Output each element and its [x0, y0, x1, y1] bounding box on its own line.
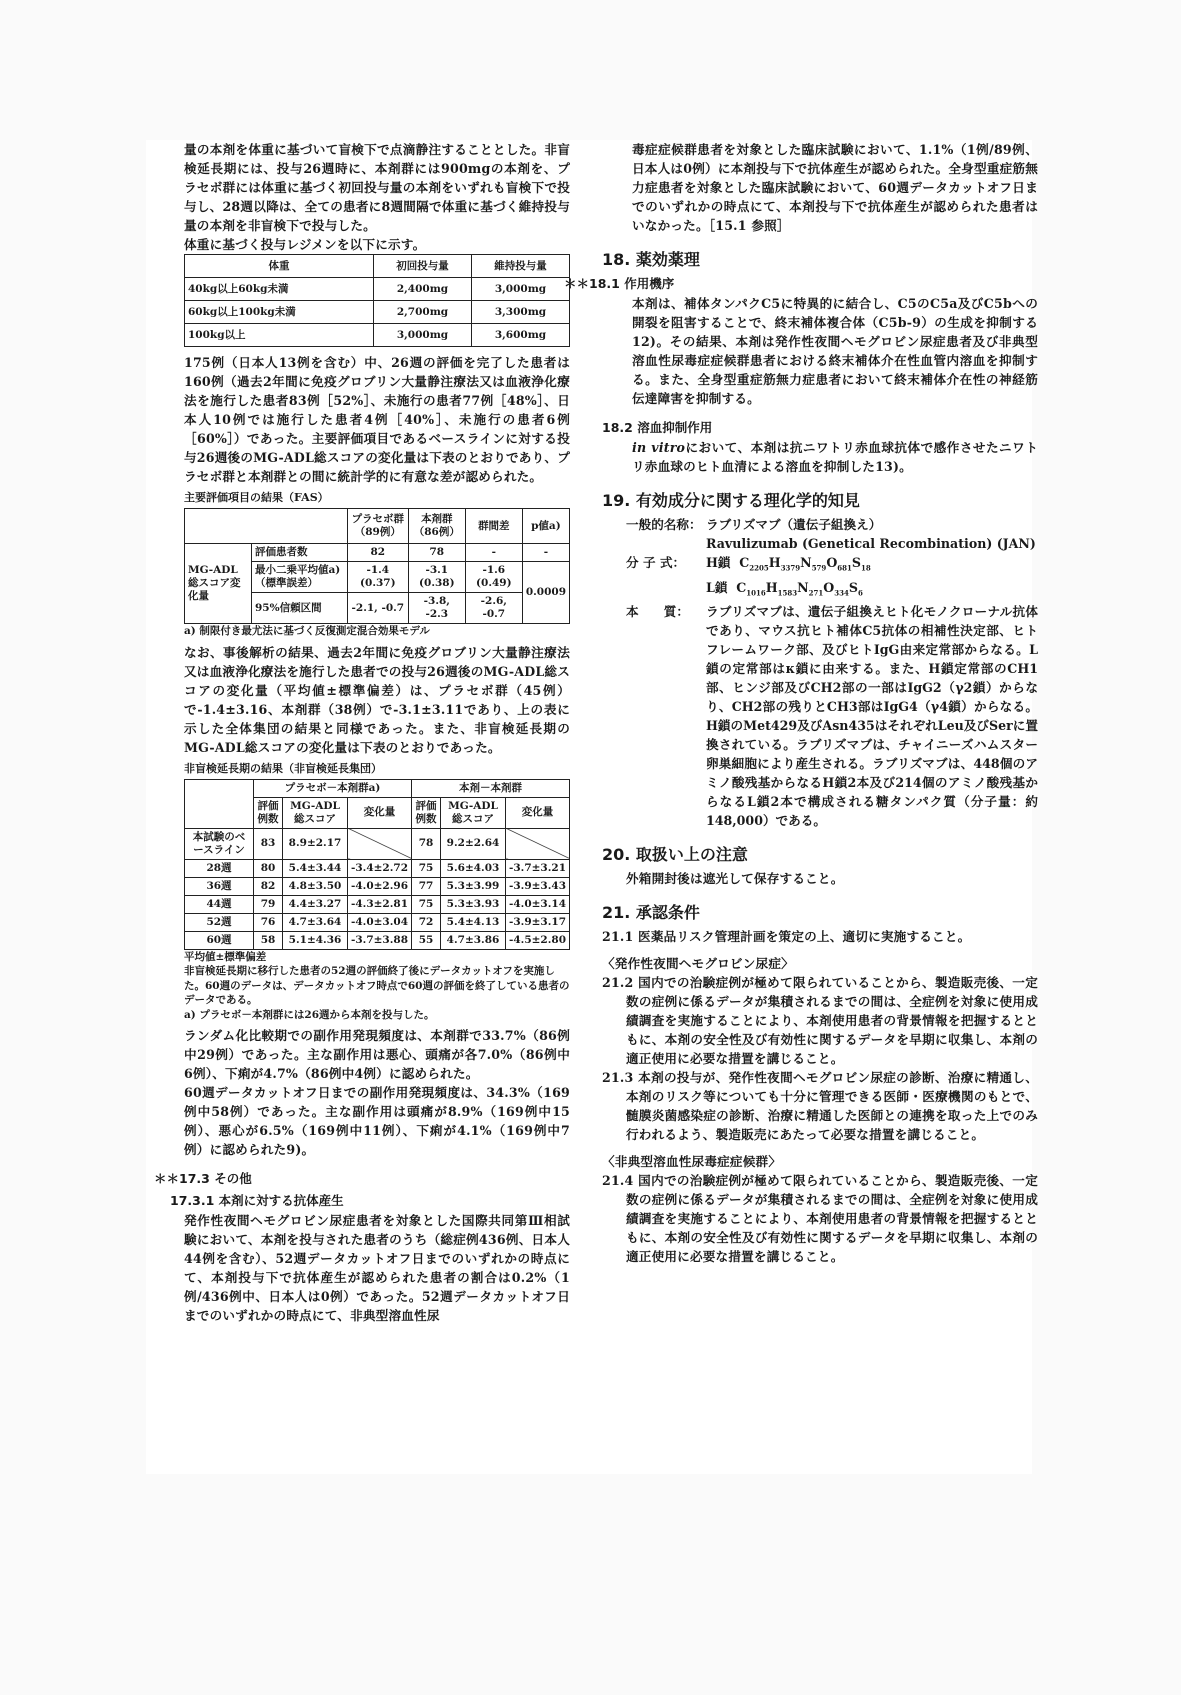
mechanism-paragraph: 本剤は、補体タンパクC5に特異的に結合し、C5のC5a及びC5bへの開裂を阻害することで、終末補体複合体（C5b-9）の生成を抑制する12)。その結果、本剤は発作性夜間ヘモグロビン尿症患者及び非典型溶血性尿毒症症候群患者における終末補体介在性血管内溶血を抑制する。また、全身型重症筋無力症患者において終末補体介在性の神経筋伝達障害を抑制する。: [632, 296, 1038, 406]
section-21-heading: 21. 承認条件: [602, 903, 700, 923]
table-row: 60kg以上100kg未満 2,700mg 3,300mg: [185, 301, 570, 324]
table-row: 本試験のベースライン 83 8.9±2.17 78 9.2±2.64: [185, 828, 570, 859]
regimen-intro: 体重に基づく投与レジメンを以下に示す。: [184, 237, 426, 252]
nature-row: 本 質： ラブリズマブは、遺伝子組換えヒト化モノクローナル抗体であり、マウス抗ヒト補体C5抗体の相補性決定部、ヒトフレームワーク部、及びヒトIgG由来定常部からなる。L鎖の定常部はκ鎖に由来する。また、H鎖定常部のCH1部、ヒンジ部及びCH2部の一部はIgG2（γ2鎖）からなり、CH2部の残りとCH3部はIgG4（γ4鎖）からなる。H鎖のMet429及びAsn435はそれぞれLeu及びSerに置換されている。ラブリズマブは、チャイニーズハムスター卵巣細胞により産生される。ラブリズマブは、448個のアミノ酸残基からなるH鎖2本及び214個のアミノ酸残基からなるL鎖2本で構成される糖タンパク質（分子量：約148,000）である。: [626, 604, 1038, 829]
table-row: MG-ADL総スコア変化量 評価患者数 82 78 - -: [185, 544, 570, 562]
dose-regimen-table: [184, 254, 570, 347]
dosing-paragraph: 量の本剤を体重に基づいて盲検下で点滴静注することとした。非盲検延長期には、投与26週時に、本剤群には900mgの本剤を、プラセボ群には体重に基づく初回投与量の本剤をいずれも盲検下で投与し、28週以降は、全ての患者に8週間隔で体重に基づく維持投与量の本剤を非盲検下で投与した。: [184, 142, 570, 233]
table-header: 体重: [185, 255, 374, 278]
h-chain-formula: H鎖 $C_{2205}H_{3379}N_{579}O_{681}S_{18}$: [706, 555, 871, 573]
section-18-1-heading: ＊＊18.1 作用機序: [564, 276, 675, 291]
section-19-heading: 19. 有効成分に関する理化学的知見: [602, 491, 860, 510]
table-row: 44週 79 4.4±3.27 -4.3±2.81 75 5.3±3.93 -4.0±3.14: [185, 895, 570, 913]
table-row: 最小二乗平均値a)（標準誤差） -1.4 (0.37) -3.1 (0.38) -1.6 (0.49) 0.0009: [185, 562, 570, 593]
section-20-heading: 20. 取扱い上の注意: [602, 845, 748, 865]
table-row: 60週 58 5.1±4.36 -3.7±3.88 55 4.7±3.86 -4.5±2.80: [185, 931, 570, 949]
table-header: 初回投与量: [374, 255, 472, 278]
section-18-2-heading: 18.2 溶血抑制作用: [602, 420, 713, 435]
item-21-2: 21.2 国内での治験症例が極めて限られていることから、製造販売後、一定数の症例に係るデータが集積されるまでの間は、全症例を対象に使用成績調査を実施することにより、本剤使用患者の背景情報を把握するとともに、本剤の安全性及び有効性に関するデータを早期に収集し、本剤の適正使用に必要な措置を講じること。: [602, 975, 1038, 1067]
table-row: 36週 82 4.8±3.50 -4.0±2.96 77 5.3±3.99 -3.9±3.43: [185, 877, 570, 895]
l-chain-formula: L鎖 $C_{1016}H_{1583}N_{271}O_{334}S_6$: [706, 579, 863, 598]
table-row: 95%信頼区間 -2.1, -0.7 -3.8, -2.3 -2.6, -0.7: [185, 593, 570, 624]
right-column: [564, 140, 1038, 1266]
hemolysis-paragraph: in vitroにおいて、本剤は抗ニワトリ赤血球抗体で感作させたニワトリ赤血球のヒト血清による溶血を抑制した13)。: [632, 440, 1038, 474]
item-21-3: 21.3 本剤の投与が、発作性夜間ヘモグロビン尿症の診断、治療に精通し、本剤のリスク等についても十分に管理できる医師・医療機関のもとで、髄膜炎菌感染症の診断、治療に精通した医師との連携を取った上でのみ行われるよう、製造販売にあたって必要な措置を講じること。: [602, 1070, 1038, 1143]
fas-footnote: a) 制限付き最尤法に基づく反復測定混合効果モデル: [184, 625, 430, 637]
ahus-subheading: 〈非典型溶血性尿毒症症候群〉: [602, 1154, 782, 1170]
fas-table-caption: 主要評価項目の結果（FAS）: [184, 491, 329, 504]
section-17-3-heading: ＊＊17.3 その他: [154, 1171, 252, 1186]
extension-results-table: プラセボ－本剤群a) 本剤－本剤群 評価例数 MG-ADL総スコア 変化量 評価例数 MG-ADL総スコア 変化量 本試験のベースライン 83 8.9±2.17 78 9.2±2.64 28週 80 5.4±3.44 -3.4±2.72 75 5.6±4.03 -3.7±3.21 36週 82 4.8±3.50 -4.0±2.96 77 5.3±3.99 -3.9±3.43 44週 79 4.4±3.27 -4.3±2.81 75 5.3±3.93 -4.0±3.14 52週 76 4.7±3.64 -4.0±3.04 72 5.4±4.13 -3.9±3.17 60週 58 5.1±4.36 -3.7±3.88 55 4.7±3.86 -4.5±2.80: [184, 779, 570, 950]
left-column: [154, 140, 570, 1325]
pnh-subheading: 〈発作性夜間ヘモグロビン尿症〉: [602, 956, 794, 972]
handling-paragraph: 外箱開封後は遮光して保存すること。: [626, 871, 844, 887]
adverse-reactions-paragraph: ランダム化比較期での副作用発現頻度は、本剤群で33.7%（86例中29例）であった。主な副作用は悪心、頭痛が各7.0%（86例中6例）、下痢が4.7%（86例中4例）に認められた。: [184, 1028, 570, 1081]
item-21-4: 21.4 国内での治験症例が極めて限られていることから、製造販売後、一定数の症例に係るデータが集積されるまでの間は、全症例を対象に使用成績調査を実施することにより、本剤使用患者の背景情報を把握するとともに、本剤の安全性及び有効性に関するデータを早期に収集し、本剤の適正使用に必要な措置を講じること。: [602, 1173, 1038, 1265]
post-hoc-paragraph: なお、事後解析の結果、過去2年間に免疫グロブリン大量静注療法又は血液浄化療法を施行した患者での投与26週後のMG-ADL総スコアの変化量（平均値±標準偏差）は、プラセボ群（45例）で-1.4±3.16、本剤群（38例）で-3.1±3.11であり、上の表に示した全体集団の結果と同様であった。また、非盲検延長期のMG-ADL総スコアの変化量は下表のとおりであった。: [184, 644, 570, 755]
general-name-row: 一般的名称： ラブリズマブ（遺伝子組換え） Ravulizumab (Genetical Recombination) (JAN): [626, 517, 1036, 551]
table-row: 100kg以上 3,000mg 3,600mg: [185, 324, 570, 347]
table-note: 平均値±標準偏差: [184, 950, 267, 963]
p-value: 0.0009: [522, 562, 569, 624]
table-row: 40kg以上60kg未満 2,400mg 3,000mg: [185, 278, 570, 301]
antibody-paragraph: 発作性夜間ヘモグロビン尿症患者を対象とした国際共同第Ⅲ相試験において、本剤を投与された患者のうち（総症例436例、日本人44例を含む）、52週データカットオフ日までのいずれかの時点にて、本剤投与下で抗体産生が認められた患者の割合は0.2%（1例/436例中、日本人は0例）であった。52週データカットオフ日までのいずれかの時点にて、非典型溶血性尿: [184, 1213, 570, 1323]
extension-table-caption: 非盲検延長期の結果（非盲検延長集団）: [184, 761, 382, 775]
table-note: 非盲検延長期に移行した患者の52週の評価終了後にデータカットオフを実施した。60週のデータは、データカットオフ時点で60週の評価を終了している患者のデータである。: [184, 965, 570, 1006]
molecular-formula-row: 分 子 式： H鎖 $C_{2205}H_{3379}N_{579}O_{681}S_{18}$ L鎖 $C_{1016}H_{1583}N_{271}O_{334}S_6$: [626, 555, 871, 598]
table-header: 維持投与量: [471, 255, 569, 278]
table-row: 28週 80 5.4±3.44 -3.4±2.72 75 5.6±4.03 -3.7±3.21: [185, 859, 570, 877]
document-page: [146, 140, 1038, 1474]
results-paragraph: 175例（日本人13例を含む）中、26週の評価を完了した患者は160例（過去2年間に免疫グロブリン大量静注療法又は血液浄化療法を施行した患者83例［52%］、未施行の患者77例［48%］、日本人10例では施行した患者4例［40%］、未施行の患者6例［60%］）であった。主要評価項目であるベースラインに対する投与26週後のMG-ADL総スコアの変化量は下表のとおりであり、プラセボ群と本剤群との間に統計学的に有意な差が認められた。: [184, 355, 570, 484]
table-row: 52週 76 4.7±3.64 -4.0±3.04 72 5.4±4.13 -3.9±3.17: [185, 913, 570, 931]
antibody-continued-paragraph: 毒症症候群患者を対象とした臨床試験において、1.1%（1例/89例、日本人は0例）に本剤投与下で抗体産生が認められた。全身型重症筋無力症患者を対象とした臨床試験において、60週データカットオフ日までのいずれかの時点にて、本剤投与下で抗体産生が認められた患者はいなかった。［15.1 参照］: [632, 142, 1038, 233]
table-note: a) プラセボ－本剤群には26週から本剤を投与した。: [184, 1008, 435, 1021]
fas-results-table: プラセボ群（89例） 本剤群（86例） 群間差 p値a) MG-ADL総スコア変化量 評価患者数 82 78 - - 最小二乗平均値a)（標準誤差） -1.4 (0.37) -3.1 (0.38) -1.6 (0.49) 0.0009 95%信頼区間 -2.1, -0.7 -3.8, -2.3 -2.6, -0.7: [184, 508, 570, 624]
physicochemical-info: [602, 515, 1038, 830]
section-17-3-1-heading: 17.3.1 本剤に対する抗体産生: [170, 1193, 344, 1208]
section-18-heading: 18. 薬効薬理: [602, 250, 700, 269]
item-21-1: 21.1 医薬品リスク管理計画を策定の上、適切に実施すること。: [602, 929, 971, 945]
adverse-reactions-60w-paragraph: 60週データカットオフ日までの副作用発現頻度は、34.3%（169例中58例）であった。主な副作用は頭痛が8.9%（169例中15例）、悪心が6.5%（169例中11例）、下痢が4.1%（169例中7例）に認められた9)。: [184, 1085, 570, 1157]
